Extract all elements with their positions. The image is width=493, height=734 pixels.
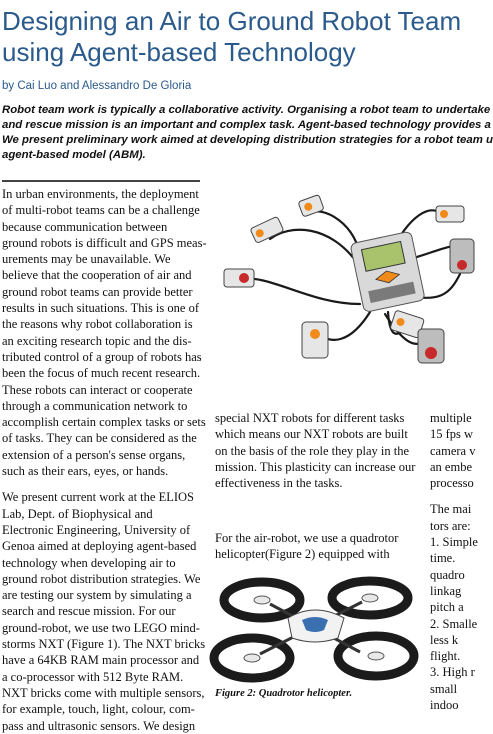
abstract-line: and rescue mission is an important and complex task. Agent-based technology provides a: [2, 119, 491, 131]
column1-line: [2, 479, 202, 489]
column1-line: tributed control of a group of robots has: [2, 349, 202, 364]
column1-line: believe that the cooperation of air and: [2, 268, 192, 283]
column1-line: NXT bricks come with multiple sensors,: [2, 685, 205, 700]
body-column-2: [215, 410, 415, 520]
column1-line: We present current work at the ELIOS: [2, 490, 194, 505]
column3-line: flight.: [430, 649, 461, 664]
column1-line: because communication between: [2, 219, 168, 234]
column3-line: quadro: [430, 567, 465, 582]
column1-line: an exciting research topic and the dis-: [2, 333, 192, 348]
column-divider-rule: [2, 180, 200, 182]
column1-line: of tasks. They can be considered as the: [2, 431, 197, 446]
column1-line: of multi-robot teams can be a challenge: [2, 203, 200, 218]
column3-line: processo: [430, 476, 474, 491]
figure-2-quadrotor-helicopter: [210, 572, 420, 684]
column3-line: less k: [430, 632, 459, 647]
column1-line: ground-robot, we use two LEGO mind-: [2, 620, 200, 635]
column1-line: results in such situations. This is one of: [2, 301, 199, 316]
column1-line: ground robots is difficult and GPS meas-: [2, 235, 207, 250]
abstract-line: We present preliminary work aimed at developing distribution strategies for a robot team u: [2, 134, 493, 146]
column1-line: storms NXT (Figure 1). The NXT bricks: [2, 637, 206, 652]
figure-1-lego-nxt-robot: [210, 184, 474, 404]
title-line-1: Designing an Air to Ground Robot Team: [2, 6, 462, 36]
column3-line: 2. Smalle: [430, 616, 478, 631]
column2-line: effectiveness in the tasks.: [215, 476, 343, 491]
column1-line: These robots can interact or cooperate: [2, 382, 193, 397]
column2-line: on the basis of the role they play in the: [215, 443, 410, 458]
author-byline: by Cai Luo and Alessandro De Gloria: [2, 80, 192, 92]
column1-line: have a 64KB RAM main processor and: [2, 653, 200, 668]
column2b-line: helicopter(Figure 2) equipped with: [215, 547, 390, 562]
column1-line: ground robot distribution strategies. We: [2, 571, 201, 586]
column1-line: In urban environments, the deployment: [2, 187, 199, 201]
abstract-line: agent-based model (ABM).: [2, 149, 146, 161]
column1-line: urements may be unavailable. We: [2, 252, 171, 267]
column3-line: time.: [430, 551, 456, 566]
column3-line: indoo: [430, 698, 459, 713]
column1-line: been the focus of much recent research.: [2, 366, 201, 381]
column2-line: mission. This plasticity can increase our: [215, 459, 416, 474]
body-column-1: [2, 186, 207, 733]
abstract: [2, 103, 493, 163]
column1-line: are testing our system by simulating a: [2, 588, 192, 603]
column1-line: a co-processor with 512 Byte RAM.: [2, 669, 184, 684]
article-title: [2, 6, 472, 68]
body-column-2-paragraph-2: [215, 530, 415, 570]
title-line-2: using Agent-based Technology: [2, 37, 356, 67]
column1-line: for example, touch, light, colour, com-: [2, 702, 195, 717]
column3-line: 3. High r: [430, 665, 475, 680]
column1-line: such as their ears, eyes, or hands.: [2, 464, 169, 479]
column1-line: Genoa aimed at deploying agent-based: [2, 539, 197, 554]
column3-line: tors are:: [430, 518, 471, 533]
column3-line: an embe: [430, 459, 472, 474]
column3-line: linkag: [430, 583, 462, 598]
column3-line: pitch a: [430, 600, 464, 615]
column3-line: small: [430, 681, 458, 696]
figure-2-caption: Figure 2: Quadrotor helicopter.: [215, 688, 353, 699]
column1-line: search and rescue mission. For our: [2, 604, 176, 619]
column3-line: 1. Simple: [430, 535, 478, 550]
column1-line: ground robot teams can provide better: [2, 284, 193, 299]
column1-line: the reasons why robot collaboration is: [2, 317, 193, 332]
column3-line: 15 fps w: [430, 427, 474, 442]
column1-line: Electronic Engineering, University of: [2, 522, 191, 537]
column1-line: pass and ultrasonic sensors. We design: [2, 718, 196, 733]
column1-line: technology when developing air to: [2, 555, 176, 570]
column3-line: [430, 491, 474, 501]
column1-line: extension of a person's sense organs,: [2, 447, 186, 462]
column3-line: camera v: [430, 443, 476, 458]
body-column-3-cropped: [430, 410, 478, 713]
column2b-line: For the air-robot, we use a quadrotor: [215, 531, 399, 545]
column2-line: special NXT robots for different tasks: [215, 411, 405, 425]
column1-line: through a communication network to: [2, 398, 188, 413]
column3-line: The mai: [430, 502, 472, 517]
column3-line: multiple: [430, 411, 472, 425]
column2-line: which means our NXT robots are built: [215, 427, 408, 442]
abstract-line: Robot team work is typically a collaborative activity. Organising a robot team to undertake: [2, 104, 491, 116]
column1-line: Lab, Dept. of Biophysical and: [2, 506, 153, 521]
column1-line: accomplish certain complex tasks or sets: [2, 415, 206, 430]
